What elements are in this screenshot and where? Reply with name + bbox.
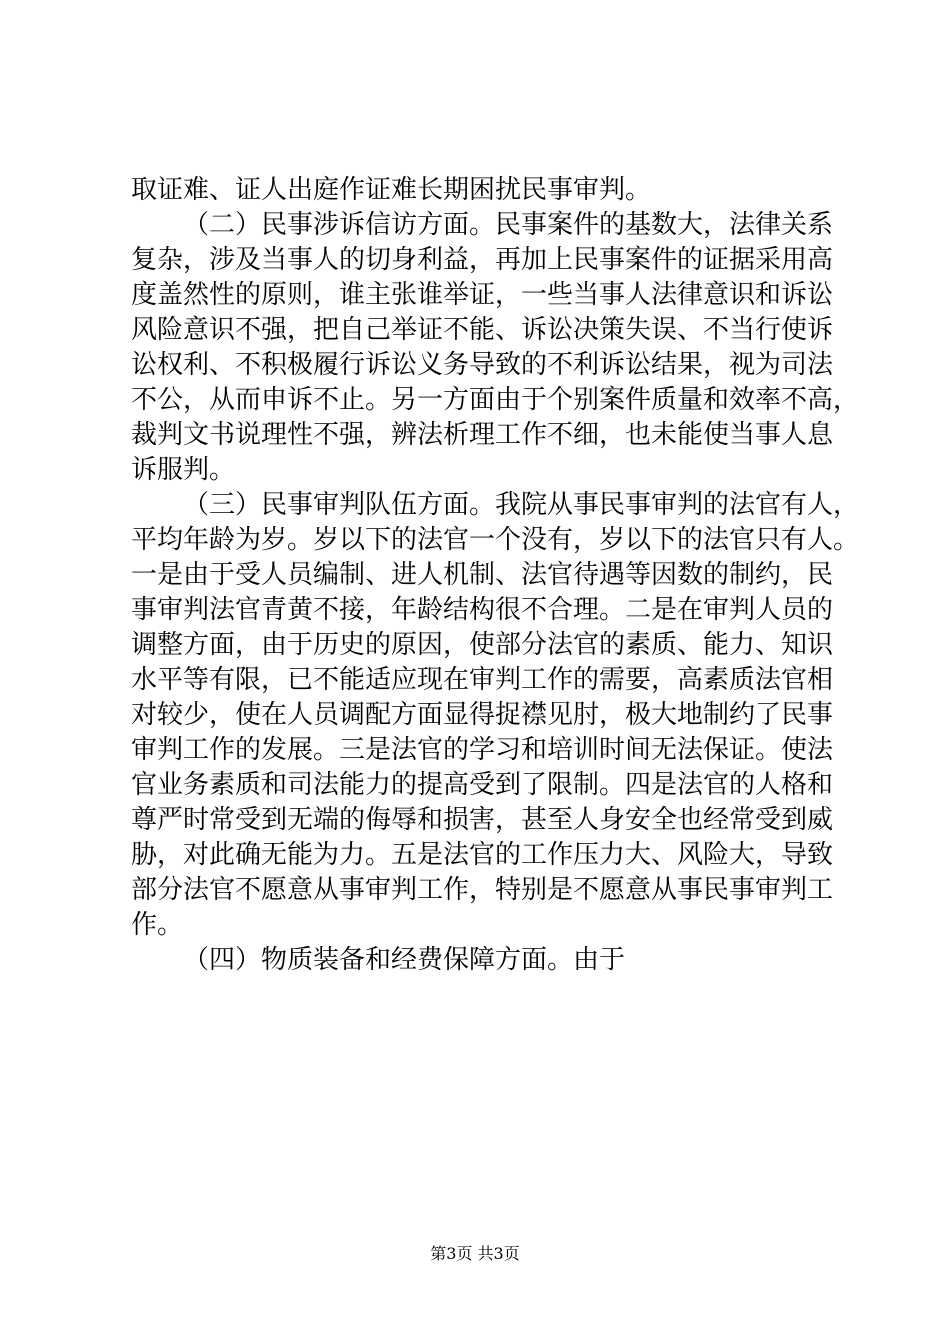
- text-line-23: （四）物质装备和经费保障方面。由于: [183, 945, 626, 975]
- page-number-footer: 第3页 共3页: [430, 1244, 520, 1263]
- text-line-17: 审判工作的发展。三是法官的学习和培训时间无法保证。使法: [131, 735, 834, 765]
- text-line-3: 复杂，涉及当事人的切身利益，再加上民事案件的证据采用高: [131, 245, 834, 275]
- text-line-19: 尊严时常受到无端的侮辱和损害，甚至人身安全也经常受到威: [131, 805, 834, 835]
- text-line-11: 平均年龄为岁。岁以下的法官一个没有，岁以下的法官只有人。: [131, 525, 860, 555]
- text-line-9: 诉服判。: [131, 455, 236, 485]
- text-line-20: 胁，对此确无能为力。五是法官的工作压力大、风险大，导致: [131, 840, 834, 870]
- text-line-5: 风险意识不强，把自己举证不能、诉讼决策失误、不当行使诉: [131, 315, 834, 345]
- text-line-8: 裁判文书说理性不强，辨法析理工作不细，也未能使当事人息: [131, 420, 834, 450]
- text-line-2: （二）民事涉诉信访方面。民事案件的基数大，法律关系: [183, 210, 834, 240]
- text-line-16: 对较少，使在人员调配方面显得捉襟见肘，极大地制约了民事: [131, 700, 834, 730]
- text-line-4: 度盖然性的原则，谁主张谁举证，一些当事人法律意识和诉讼: [131, 280, 834, 310]
- text-line-14: 调整方面，由于历史的原因，使部分法官的素质、能力、知识: [131, 630, 834, 660]
- text-line-1: 取证难、证人出庭作证难长期困扰民事审判。: [131, 175, 652, 205]
- text-line-6: 讼权利、不积极履行诉讼义务导致的不利诉讼结果，视为司法: [131, 350, 834, 380]
- text-line-15: 水平等有限，已不能适应现在审判工作的需要，高素质法官相: [131, 665, 834, 695]
- text-line-18: 官业务素质和司法能力的提高受到了限制。四是法官的人格和: [131, 770, 834, 800]
- text-line-13: 事审判法官青黄不接，年龄结构很不合理。二是在审判人员的: [131, 595, 834, 625]
- text-line-10: （三）民事审判队伍方面。我院从事民事审判的法官有人，: [183, 490, 860, 520]
- text-line-22: 作。: [131, 910, 184, 940]
- text-line-7: 不公，从而申诉不止。另一方面由于个别案件质量和效率不高，: [131, 385, 860, 415]
- text-line-21: 部分法官不愿意从事审判工作，特别是不愿意从事民事审判工: [131, 875, 834, 905]
- text-line-12: 一是由于受人员编制、进人机制、法官待遇等因数的制约，民: [131, 560, 834, 590]
